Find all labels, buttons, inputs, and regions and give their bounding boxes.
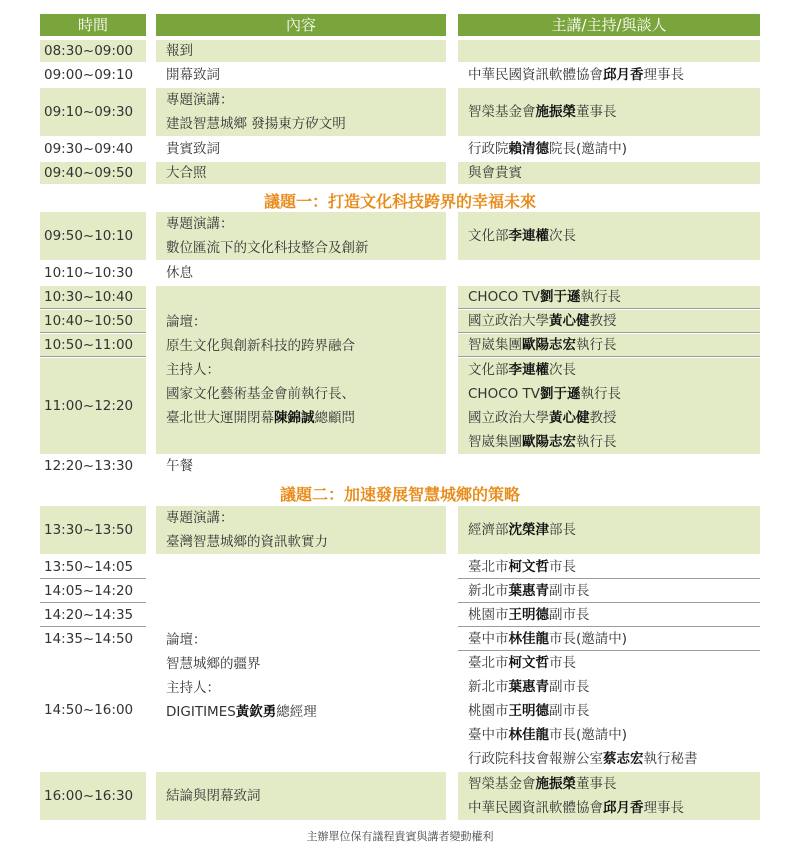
speaker-org: 智榮基金會 (468, 104, 536, 120)
speaker-org: 智崴集團 (468, 337, 522, 353)
section-title: 議題一：打造文化科技跨界的幸福未來 (263, 192, 536, 211)
speaker-title: 執行長 (576, 434, 617, 450)
time-cell: 09:40~09:50 (40, 162, 146, 184)
content-cell: 報到 (156, 40, 446, 62)
time-cell: 13:30~13:50 (40, 506, 146, 554)
speaker-title: 市長(邀請中) (549, 727, 628, 743)
content-line: 臺灣智慧城鄉的資訊軟實力 (166, 534, 328, 550)
host-line (166, 406, 446, 430)
speaker-name: 葉惠青 (508, 679, 549, 695)
time-cell: 14:20~14:35 (40, 604, 146, 627)
content-cell: 大合照 (156, 162, 446, 184)
time-cell: 14:50~16:00 (40, 650, 146, 770)
speaker-name: 王明德 (508, 703, 549, 719)
time-cell: 12:20~13:30 (40, 455, 146, 477)
speaker-name: 林佳龍 (508, 631, 549, 647)
time-cell: 10:10~10:30 (40, 262, 146, 284)
content-cell (156, 88, 446, 136)
speaker-cell (458, 604, 760, 627)
speaker-org: 國立政治大學 (468, 410, 549, 426)
content-cell: 休息 (156, 262, 446, 284)
speaker-title: 市長(邀請中) (549, 631, 628, 647)
host-org: 臺北世大運開閉幕 (166, 410, 274, 426)
speaker-title: 副市長 (549, 679, 590, 695)
speaker-title: 教授 (589, 313, 617, 329)
speaker-cell (458, 652, 760, 770)
speaker-cell (458, 334, 760, 357)
speaker-name: 施振榮 (535, 104, 576, 120)
speaker-cell (458, 628, 760, 651)
speaker-name: 蔡志宏 (603, 751, 644, 767)
content-line: 原生文化與創新科技的跨界融合 (166, 338, 355, 354)
time-cell: 14:35~14:50 (40, 628, 146, 650)
content-cell: 結論與閉幕致詞 (156, 772, 446, 820)
host-name: 黃欽勇 (235, 704, 277, 720)
content-cell: 午餐 (156, 455, 446, 477)
speaker-cell (458, 286, 760, 309)
speaker-cell (458, 212, 760, 260)
speaker-cell (458, 40, 760, 62)
content-line: 專題演講： (166, 92, 234, 108)
forum-content (156, 286, 446, 454)
speaker-org: CHOCO TV (468, 289, 541, 305)
speaker-org: 臺中市 (468, 631, 509, 647)
content-line: 主持人： (166, 362, 220, 378)
speaker-org: 中華民國資訊軟體協會 (468, 800, 603, 816)
speaker-cell (458, 64, 760, 86)
speaker-name: 葉惠青 (508, 583, 549, 599)
section-title: 議題二：加速發展智慧城鄉的策略 (279, 485, 520, 504)
header-content: 內容 (156, 14, 446, 36)
speaker-name: 林佳龍 (508, 727, 549, 743)
speaker-org: 經濟部 (468, 522, 509, 538)
speaker-name: 黃心健 (549, 313, 590, 329)
speaker-cell (458, 138, 760, 160)
content-line: 國家文化藝術基金會前執行長、 (166, 386, 355, 402)
time-cell: 09:30~09:40 (40, 138, 146, 160)
speaker-title: 執行秘書 (643, 751, 698, 767)
speaker-cell (458, 580, 760, 603)
content-line: 論壇： (166, 632, 207, 648)
speaker-cell (458, 772, 760, 820)
speaker-name: 邱月香 (603, 67, 644, 83)
speaker-title: 教授 (589, 410, 617, 426)
speaker-name: 黃心健 (549, 410, 590, 426)
speaker-title: 次長 (549, 362, 576, 378)
host-line (166, 700, 446, 724)
speaker-name: 沈榮津 (508, 522, 549, 538)
forum-content (156, 628, 446, 724)
speaker-name: 邱月香 (603, 800, 644, 816)
speaker-cell (458, 358, 760, 454)
content-cell (156, 506, 446, 554)
speaker-title: 董事長 (576, 104, 617, 120)
time-cell: 11:00~12:20 (40, 358, 146, 454)
speaker-org: 智榮基金會 (468, 776, 536, 792)
time-cell: 13:50~14:05 (40, 556, 146, 579)
speaker-title: 市長 (549, 655, 576, 671)
host-name: 陳錦誠 (274, 410, 315, 426)
speaker-title: 副市長 (549, 583, 590, 599)
speaker-cell (458, 310, 760, 333)
time-cell: 16:00~16:30 (40, 772, 146, 820)
time-cell: 09:00~09:10 (40, 64, 146, 86)
content-line: 專題演講： (166, 216, 234, 232)
time-cell: 09:10~09:30 (40, 88, 146, 136)
time-cell: 10:30~10:40 (40, 286, 146, 309)
speaker-cell: 與會貴賓 (458, 162, 760, 184)
speaker-title: 副市長 (549, 607, 590, 623)
speaker-name: 李連權 (508, 228, 549, 244)
speaker-org: 臺北市 (468, 655, 509, 671)
speaker-org: CHOCO TV (468, 386, 541, 402)
speaker-cell (458, 88, 760, 136)
speaker-org: 臺北市 (468, 559, 509, 575)
speaker-name: 柯文哲 (508, 559, 549, 575)
speaker-org: 行政院 (468, 141, 509, 157)
speaker-title: 副市長 (549, 703, 590, 719)
speaker-org: 中華民國資訊軟體協會 (468, 67, 603, 83)
content-line: 論壇： (166, 314, 207, 330)
speaker-org: 桃園市 (468, 703, 509, 719)
host-org: DIGITIMES (166, 704, 236, 720)
speaker-title: 董事長 (576, 776, 617, 792)
footer-note: 主辦單位保有議程貴賓與講者變動權利 (306, 830, 494, 843)
time-cell: 10:50~11:00 (40, 334, 146, 357)
speaker-title: 執行長 (576, 337, 617, 353)
speaker-name: 歐陽志宏 (522, 337, 576, 353)
content-line: 主持人： (166, 680, 220, 696)
speaker-org: 桃園市 (468, 607, 509, 623)
speaker-name: 施振榮 (535, 776, 576, 792)
speaker-title: 次長 (549, 228, 576, 244)
host-title: 總顧問 (314, 410, 355, 426)
content-cell: 開幕致詞 (156, 64, 446, 86)
speaker-name: 李連權 (508, 362, 549, 378)
speaker-org: 智崴集團 (468, 434, 522, 450)
speaker-org: 文化部 (468, 228, 509, 244)
header-speaker: 主講/主持/與談人 (458, 14, 760, 36)
speaker-org: 行政院科技會報辦公室 (468, 751, 603, 767)
speaker-cell (458, 556, 760, 579)
speaker-title: 院長(邀請中) (549, 141, 628, 157)
speaker-name: 劉于遜 (540, 289, 581, 305)
header-time: 時間 (40, 14, 146, 36)
speaker-cell (458, 506, 760, 554)
speaker-name: 歐陽志宏 (522, 434, 576, 450)
speaker-title: 部長 (549, 522, 576, 538)
speaker-title: 理事長 (643, 67, 684, 83)
content-line: 專題演講： (166, 510, 234, 526)
speaker-org: 新北市 (468, 679, 509, 695)
time-cell: 14:05~14:20 (40, 580, 146, 603)
speaker-name: 劉于遜 (540, 386, 581, 402)
time-cell: 09:50~10:10 (40, 212, 146, 260)
content-line: 數位匯流下的文化科技整合及創新 (166, 240, 369, 256)
content-line: 建設智慧城鄉 發揚東方矽文明 (166, 116, 346, 132)
speaker-org: 國立政治大學 (468, 313, 549, 329)
speaker-org: 文化部 (468, 362, 509, 378)
content-cell (156, 212, 446, 260)
speaker-name: 賴清德 (508, 141, 549, 157)
speaker-title: 理事長 (643, 800, 684, 816)
speaker-name: 王明德 (508, 607, 549, 623)
speaker-title: 執行長 (580, 289, 622, 305)
speaker-name: 柯文哲 (508, 655, 549, 671)
speaker-title: 市長 (549, 559, 576, 575)
speaker-org: 臺中市 (468, 727, 509, 743)
speaker-title: 執行長 (580, 386, 622, 402)
speaker-org: 新北市 (468, 583, 509, 599)
time-cell: 10:40~10:50 (40, 310, 146, 333)
content-cell: 貴賓致詞 (156, 138, 446, 160)
content-line: 智慧城鄉的疆界 (166, 656, 261, 672)
time-cell: 08:30~09:00 (40, 40, 146, 62)
host-title: 總經理 (276, 704, 317, 720)
